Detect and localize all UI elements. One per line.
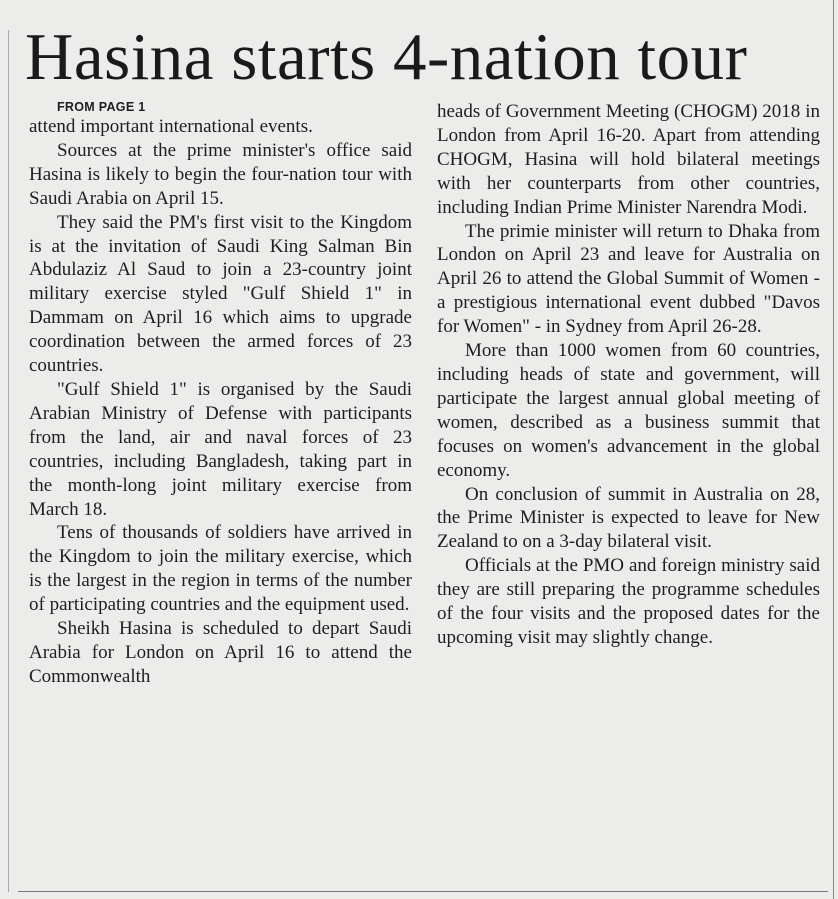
article-column-right: [437, 100, 820, 650]
paragraph: Officials at the PMO and foreign ministry said they are still preparing the programme schedules of the four visits and the proposed dates for the upcoming visit may slightly change.: [437, 555, 820, 648]
paragraph: The primie minister will return to Dhaka from London on April 23 and leave for Australia on April 26 to attend the Global Summit of Women - a prestigious international event dubbed "Davos for Women" - in Sydney from April 26-28.: [437, 220, 820, 338]
headline: Hasina starts 4-nation tour: [25, 20, 748, 94]
paragraph: They said the PM's first visit to the Kingdom is at the invitation of Saudi King Salman Bin Abdulaziz Al Saud to join a 23-country joint military exercise styled "Gulf Shield 1" in Dammam on April 16 which aims to upgrade coordination between the armed forces of 23 countries.: [29, 211, 412, 377]
left-column-rule: [8, 30, 9, 892]
paragraph: Sheikh Hasina is scheduled to depart Saudi Arabia for London on April 16 to attend the Commonwealth: [29, 618, 412, 687]
right-edge-rule: [833, 0, 834, 899]
paragraph: More than 1000 women from 60 countries, including heads of state and government, will participate the largest annual global meeting of women, described as a business summit that focuses on women's advancement in the global economy.: [437, 340, 820, 481]
paragraph: attend important international events.: [29, 116, 313, 137]
paragraph: "Gulf Shield 1" is organised by the Saudi Arabian Ministry of Defense with participants from the land, air and naval forces of 23 countries, including Bangladesh, taking part in the month-long joint military exercise from March 18.: [29, 378, 412, 520]
paragraph: Sources at the prime minister's office said Hasina is likely to begin the four-nation tour with Saudi Arabia on April 15.: [29, 139, 412, 209]
paragraph: Tens of thousands of soldiers have arrived in the Kingdom to join the military exercise, which is the largest in the region in terms of the number of participating countries and the equipment used.: [29, 522, 412, 616]
article-column-left: [29, 100, 412, 689]
paragraph: heads of Government Meeting (CHOGM) 2018 in London from April 16-20. Apart from attending CHOGM, Hasina will hold bilateral meetings with her counterparts from other countries, including Indian Prime Minister Narendra Modi.: [437, 101, 820, 218]
jump-line: FROM PAGE 1: [57, 100, 146, 114]
paragraph: On conclusion of summit in Australia on 28, the Prime Minister is expected to leave for New Zealand to on a 3-day bilateral visit.: [437, 483, 820, 553]
bottom-rule: [18, 891, 828, 892]
